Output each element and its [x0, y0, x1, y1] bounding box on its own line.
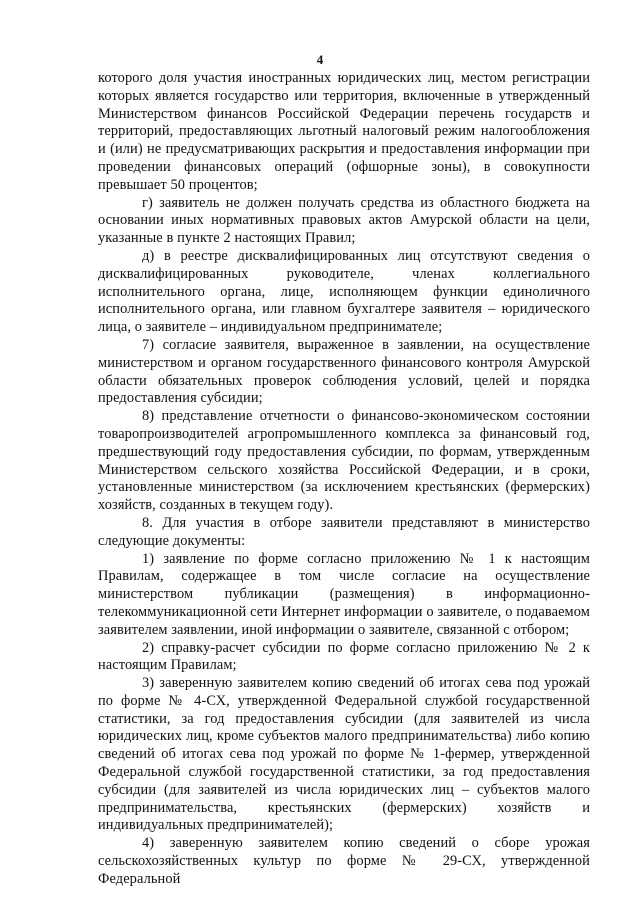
paragraph-item-8-reporting: 8) представление отчетности о финансово-экономическом состоянии товаропроизводителей агропромышленного комплекса за финансовый год, предшествующий году предоставления субсидии, по формам, утвержденным Министерством сельского хозяйства Российской Федерации, и в сроки, установленные министерством (за исключением крестьянских (фермерских) хозяйств, созданных в текущем году). [98, 408, 590, 514]
paragraph-offshore-clause: которого доля участия иностранных юридических лиц, местом регистрации которых является государство или территория, включенные в утвержденный Министерством финансов Российской Федерации перечень государств и территорий, предоставляющих льготный налоговый режим налогообложения и (или) не предусматривающих раскрытия и предоставления информации при проведении финансовых операций (офшорные зоны), в совокупности превышает 50 процентов; [98, 70, 590, 193]
paragraph-doc-2: 2) справку-расчет субсидии по форме согласно приложению № 2 к настоящим Правилам; [98, 639, 590, 674]
paragraph-doc-1: 1) заявление по форме согласно приложению № 1 к настоящим Правилам, содержащее в том числе согласие на осуществление министерством публикации (размещения) в информационно-телекоммуникационной сети Интернет информации о заявителе, о подаваемом заявителем заявлении, иной информации о заявителе, связанной с отбором; [98, 550, 590, 638]
paragraph-item-7: 7) согласие заявителя, выраженное в заявлении, на осуществление министерством и органом государственного финансового контроля Амурской области обязательных проверок соблюдения условий, целей и порядка предоставления субсидии; [98, 336, 590, 407]
paragraph-doc-3: 3) заверенную заявителем копию сведений об итогах сева под урожай по форме № 4-СХ, утвержденной Федеральной службой государственной статистики, за год предоставления субсидии (для заявителей из числа юридических лиц, кроме субъектов малого предпринимательства) либо копию сведений об итогах сева под урожай по форме № 1-фермер, утвержденной Федеральной службой государственной статистики, за год предоставления субсидии (для заявителей из числа юридических лиц – субъектов малого предпринимательства, крестьянских (фермерских) хозяйств и индивидуальных предпринимателей); [98, 675, 590, 834]
paragraph-doc-4: 4) заверенную заявителем копию сведений о сборе урожая сельскохозяйственных культур по форме № 29-СХ, утвержденной Федеральной [98, 835, 590, 887]
paragraph-section-8: 8. Для участия в отборе заявители представляют в министерство следующие документы: [98, 514, 590, 549]
page-number: 4 [316, 52, 324, 67]
paragraph-item-g: г) заявитель не должен получать средства из областного бюджета на основании иных нормативных правовых актов Амурской области на цели, указанные в пункте 2 настоящих Правил; [98, 194, 590, 247]
paragraph-item-d: д) в реестре дисквалифицированных лиц отсутствуют сведения о дисквалифицированных руководителе, членах коллегиального исполнительного органа, лице, исполняющем функции единоличного исполнительного органа, или главном бухгалтере заявителя – юридического лица, о заявителе – индивидуальном предпринимателе; [98, 247, 590, 336]
document-body [98, 70, 590, 889]
